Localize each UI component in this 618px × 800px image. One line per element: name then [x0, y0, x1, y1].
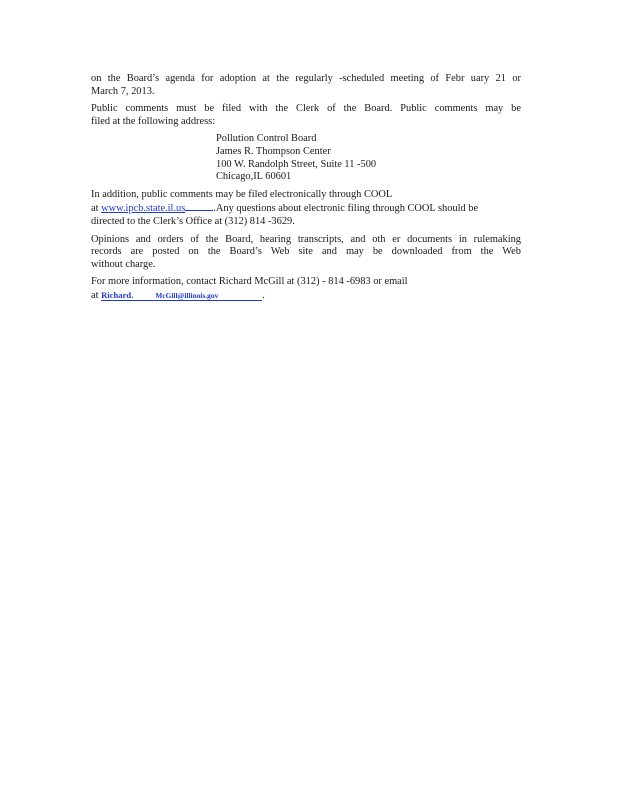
contact-line-2-suffix: .	[262, 289, 265, 301]
document-body	[91, 73, 521, 308]
electronic-line-2-prefix: at	[91, 203, 99, 215]
contact-line-2	[91, 289, 521, 303]
address-line-3: 100 W. Randolph Street, Suite 11 -500	[216, 158, 377, 170]
filing-line-2: filed at the following address:	[91, 115, 216, 127]
opinions-line-1: Opinions and orders of the Board, hearing transcripts, and oth er documents in rulemaking	[91, 233, 521, 245]
email-part-2: McGill@illinois.gov	[155, 290, 219, 300]
opinions-line-2: records are posted on the Board’s Web site and may be downloaded from the Web	[91, 246, 521, 258]
opinions-line-3: without charge.	[91, 258, 156, 270]
link-underline-trail	[185, 201, 213, 211]
address-line-4: Chicago,IL 60601	[216, 171, 292, 183]
agenda-line-1: on the Board’s agenda for adoption at the regularly -scheduled meeting of Febr uary 21 or	[91, 73, 521, 84]
electronic-line-2-suffix: .Any questions about electronic filing through COOL should be	[213, 203, 479, 215]
agenda-paragraph	[91, 73, 521, 98]
address-line-1: Pollution Control Board	[216, 133, 317, 145]
ipcb-website-link[interactable]: www.ipcb.state.il.us	[101, 203, 186, 215]
filing-line-1: Public comments must be filed with the Clerk of the Board. Public comments may be	[91, 103, 521, 115]
contact-line-1: For more information, contact Richard McGill at (312) - 814 -6983 or email	[91, 276, 408, 288]
address-line-2: James R. Thompson Center	[216, 145, 331, 157]
contact-paragraph	[91, 276, 521, 302]
contact-line-2-prefix: at	[91, 289, 99, 301]
electronic-filing-paragraph	[91, 189, 521, 229]
electronic-line-2	[91, 201, 521, 216]
email-link[interactable]	[101, 290, 262, 301]
agenda-line-2: March 7, 2013.	[91, 85, 155, 97]
email-part-1: Richard.	[101, 289, 134, 300]
mailing-address	[216, 133, 521, 183]
electronic-line-3: directed to the Clerk’s Office at (312) 814 -3629.	[91, 215, 295, 227]
opinions-paragraph	[91, 234, 521, 272]
electronic-line-1: In addition, public comments may be filed electronically through COOL	[91, 188, 393, 200]
filing-paragraph	[91, 103, 521, 128]
